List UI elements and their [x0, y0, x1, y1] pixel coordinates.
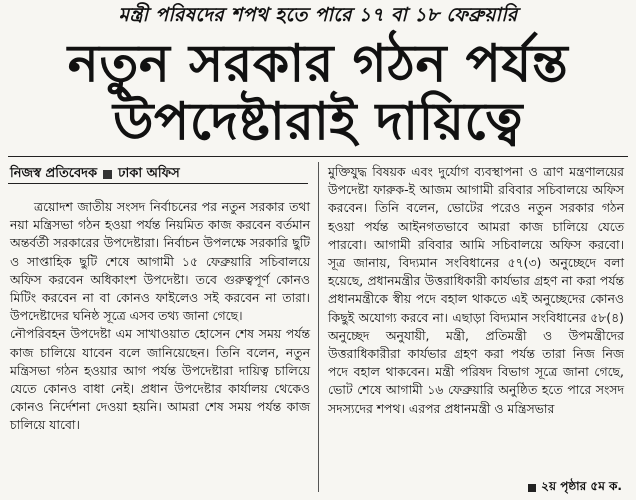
byline	[10, 164, 180, 185]
byline-square-icon	[103, 170, 112, 179]
right-paragraph-1: মুক্তিযুদ্ধ বিষয়ক এবং দুর্যোগ ব্যবস্থাপনা ও ত্রাণ মন্ত্রণালয়ের উপদেষ্টা ফারুক-ই আজম আগামী রবিবার সচিবালয়ে অফিস করবেন। তিনি বলেন, ভোটের পরেও নতুন সরকার গঠন হওয়া পর্যন্ত আইনগতভাবে আমরা কাজ চালিয়ে যেতে পারবো। আগামী রবিবার আমি সচিবালয়ে অফিস করবো। সূত্র জানায়, বিদ্যমান সংবিধানের ৫৭(৩) অনুচ্ছেদে বলা হয়েছে, প্রধানমন্ত্রীর উত্তরাধিকারী কার্যভার গ্রহণ না করা পর্যন্ত প্রধানমন্ত্রীকে স্বীয় পদে বহাল থাকতে এই অনুচ্ছেদের কোনও কিছুই অযোগ্য করবে না। এছাড়া বিদ্যমান সংবিধানের ৫৮(৪) অনুচ্ছেদ অনুযায়ী, মন্ত্রী, প্রতিমন্ত্রী ও উপমন্ত্রীদের উত্তরাধিকারীরা কার্যভার গ্রহণ করা পর্যন্ত তারা নিজ নিজ পদে বহাল থাকবেন। মন্ত্রী পরিষদ বিভাগ সূত্রে জানা গেছে, ভোট শেষে আগামী ১৬ ফেব্রুয়ারি অনুষ্ঠিত হতে পারে সংসদ সদস্যদের শপথ। এরপর প্রধানমন্ত্রী ও মন্ত্রিসভার	[328, 164, 624, 416]
headline-rule	[8, 156, 628, 157]
right-column	[328, 163, 624, 418]
left-paragraph-1: ত্রয়োদশ জাতীয় সংসদ নির্বাচনের পর নতুন সরকার তথা নয়া মন্ত্রিসভা গঠন হওয়া পর্যন্ত নিয়মিত কাজ করবেন বর্তমান অন্তর্বর্তী সরকারের উপদেষ্টারা। নির্বাচন উপলক্ষে সরকারি ছুটি ও সাপ্তাহিক ছুটি শেষে আগামী ১৫ ফেব্রুয়ারি সচিবালয়ে অফিস করবেন অধিকাংশ উপদেষ্টা। তবে গুরুত্বপূর্ণ কোনও মিটিং করবেন না বা কোনও ফাইলেও সই করবেন না তারা। উপদেষ্টাদের ঘনিষ্ঠ সূত্রে এসব তথ্য জানা গেছে।	[10, 199, 310, 324]
headline-line-2: উপদেষ্টারাই দায়িত্বে	[113, 92, 523, 152]
kicker: মন্ত্রী পরিষদের শপথ হতে পারে ১৭ বা ১৮ ফেব্রুয়ারি	[118, 4, 518, 26]
left-paragraph-2: নৌপরিবহন উপদেষ্টা এম সাখাওয়াত হোসেন শেষ সময় পর্যন্ত কাজ চালিয়ে যাবেন বলে জানিয়েছেন। তিনি বলেন, নতুন মন্ত্রিসভা গঠন হওয়ার আগ পর্যন্ত উপদেষ্টারা দায়িত্ব চালিয়ে যেতে কোনও বাধা নেই। প্রধান উপদেষ্টার কার্যালয় থেকেও কোনও নির্দেশনা দেওয়া হয়নি। আমরা শেষ সময় পর্যন্ত কাজ চালিয়ে যাবো।	[10, 326, 310, 433]
byline-rule	[8, 183, 308, 184]
byline-desk: ঢাকা অফিস	[118, 166, 180, 181]
column-divider	[318, 162, 319, 492]
left-column	[10, 198, 310, 435]
continued-text: ২য় পৃষ্ঠার ৫ম ক.	[541, 479, 622, 493]
headline-line-1: নতুন সরকার গঠন পর্যন্ত	[67, 34, 569, 94]
continued-square-icon	[528, 484, 536, 492]
byline-reporter: নিজস্ব প্রতিবেদক	[10, 166, 98, 181]
continued-note	[528, 478, 622, 498]
